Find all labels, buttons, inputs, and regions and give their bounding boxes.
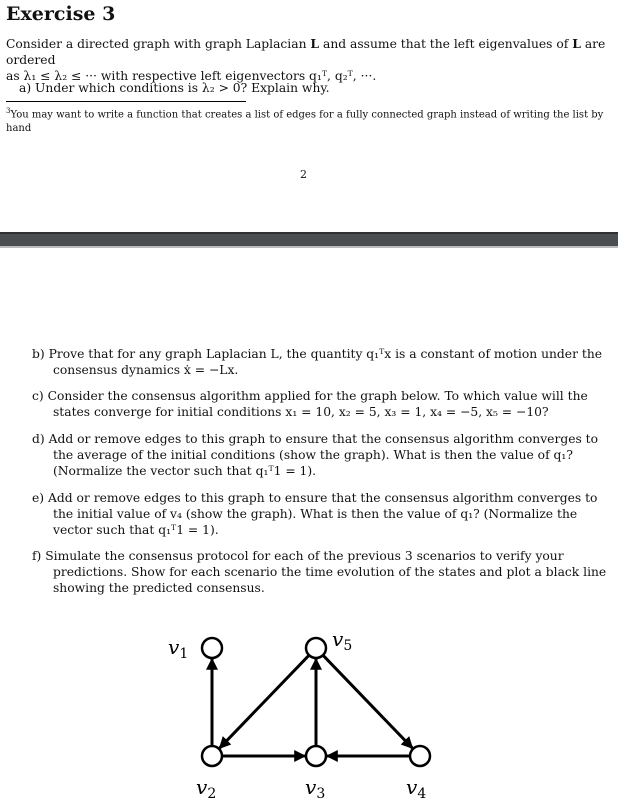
intro-paragraph bbox=[6, 36, 610, 84]
page-number: 2 bbox=[300, 168, 307, 181]
node-label-v4: $v_4$ bbox=[406, 775, 427, 802]
part-a: a) Under which conditions is λ₂ > 0? Explain why. bbox=[19, 81, 330, 95]
edge-v5-to-v2 bbox=[220, 655, 309, 748]
node-v5 bbox=[306, 638, 326, 658]
graph-diagram bbox=[0, 610, 618, 810]
edge-v5-to-v4 bbox=[323, 655, 412, 748]
intro-text-3: are ordered bbox=[6, 37, 606, 67]
graph-edges bbox=[212, 655, 412, 756]
part-b: b) Prove that for any graph Laplacian L, the quantity q₁ᵀx is a constant of motion under the consensus dynamics ẋ = −Lx. bbox=[32, 347, 603, 377]
node-v4 bbox=[410, 746, 430, 766]
part-d: d) Add or remove edges to this graph to ensure that the consensus algorithm converges to the average of the initial conditions (show the graph). What is then the value of q₁? (Normalize the vector such that q₁ᵀ1 = 1). bbox=[32, 432, 599, 478]
node-v3 bbox=[306, 746, 326, 766]
part-c: c) Consider the consensus algorithm applied for the graph below. To which value will the states converge for initial conditions x₁ = 10, x₂ = 5, x₃ = 1, x₄ = −5, x₅ = −10? bbox=[32, 389, 588, 419]
intro-text-1: Consider a directed graph with graph Laplacian bbox=[6, 37, 307, 51]
part-f: f) Simulate the consensus protocol for each of the previous 3 scenarios to verify your predictions. Show for each scenario the time evolution of the states and plot a black line showing the predicted consensus. bbox=[32, 549, 607, 595]
node-label-v3: $v_3$ bbox=[305, 775, 326, 802]
page-separator-bottom bbox=[0, 246, 618, 248]
footnote bbox=[6, 104, 610, 136]
exercise-title: Exercise 3 bbox=[6, 3, 116, 25]
intro-text-2: and assume that the left eigenvalues of bbox=[323, 37, 569, 51]
intro-L: L bbox=[310, 36, 320, 51]
node-v2 bbox=[202, 746, 222, 766]
footnote-text: You may want to write a function that creates a list of edges for a fully connected graph instead of writing the list by hand bbox=[6, 109, 604, 135]
footnote-rule bbox=[6, 101, 246, 102]
node-label-v5: $v_5$ bbox=[332, 627, 353, 654]
page-separator bbox=[0, 234, 618, 246]
intro-line-1 bbox=[6, 36, 610, 68]
part-e: e) Add or remove edges to this graph to ensure that the consensus algorithm converges to the initial value of v₄ (show the graph). What is then the value of q₁? (Normalize the vector such that q₁ᵀ1 = 1). bbox=[32, 491, 598, 537]
node-label-v1: $v_1$ bbox=[168, 635, 189, 662]
footnote-marker: 3 bbox=[6, 107, 11, 115]
node-label-v2: $v_2$ bbox=[196, 775, 217, 802]
node-v1 bbox=[202, 638, 222, 658]
intro-line-2: as λ₁ ≤ λ₂ ≤ ··· with respective left eigenvectors q₁ᵀ, q₂ᵀ, ···. bbox=[6, 69, 377, 83]
intro-L-2: L bbox=[572, 36, 581, 51]
